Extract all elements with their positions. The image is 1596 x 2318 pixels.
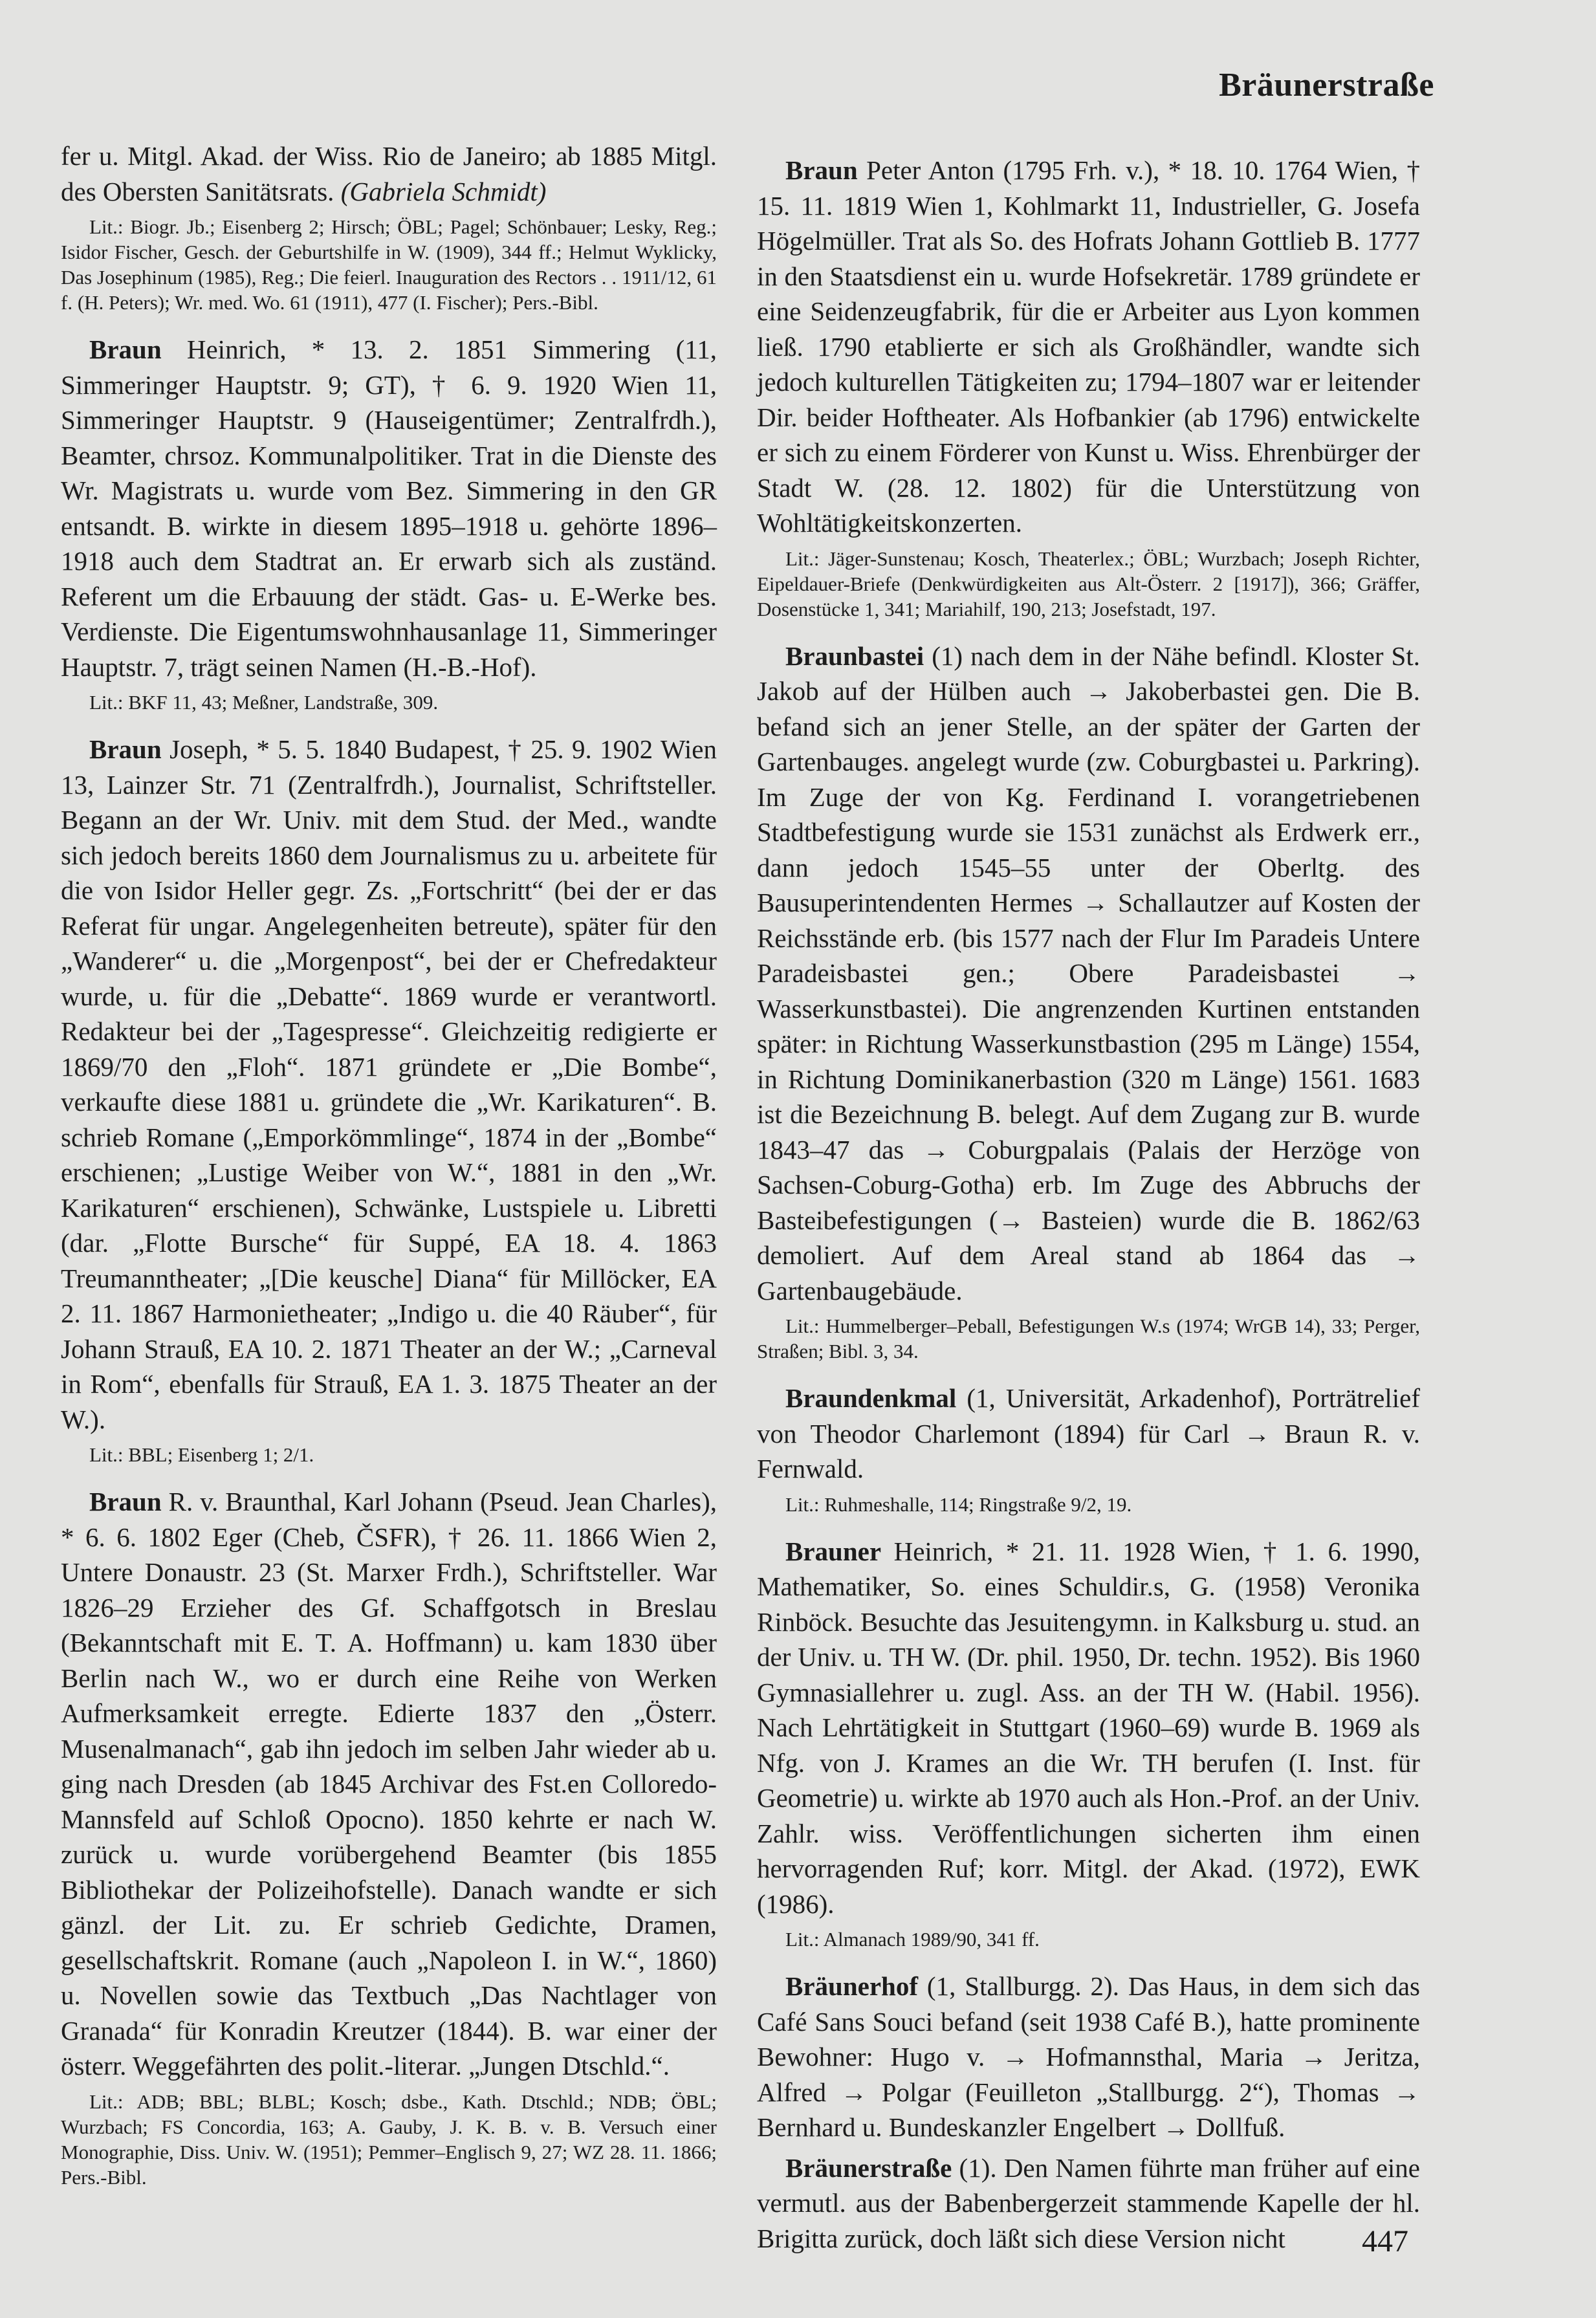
literature-note: Lit.: Ruhmeshalle, 114; Ringstraße 9/2, 19. [785,1492,1132,1516]
entry-text: R. v. Braunthal, Karl Johann (Pseud. Jean Charles), * 6. 6. 1802 Eger (Cheb, ČSFR), † 26. 11. 1866 Wien 2, Untere Donaustr. 23 (St. Marxer Frdh.), Schriftsteller. War 1826–29 Erzieher des Gf. Schaffgotsch in Breslau (Bekanntschaft mit E. T. A. Hoffmann) u. kam 1830 über Berlin nach W., wo er durch eine Reihe von Werken Aufmerksamkeit erregte. Edierte 1837 den „Österr. Musenalmanach“, gab ihn jedoch im selben Jahr wieder ab u. ging nach Dresden (ab 1845 Archivar des Fst.en Colloredo-Mannsfeld auf Schloß Opocno). 1850 kehrte er nach W. zurück u. wurde vorübergehend Beamter (bis 1855 Bibliothekar der Polizeihofstelle). Danach wandte er sich gänzl. der Lit. zu. Er schrieb Gedichte, Dramen, gesellschaftskrit. Romane (auch „Napoleon I. in W.“, 1860) u. Novellen sowie das Textbuch „Das Nachtlager von Granada“ für Konradin Kreutzer (1844). B. war einer der österr. Weggefährten des polit.-literar. „Jungen Dtschld.“. [61,1487,717,2081]
entry-text: (1). Den Namen führte man früher auf eine vermutl. aus der Babenbergerzeit stammende Kapelle der hl. Brigitta zurück, doch läßt sich diese Version nicht [757,2152,1420,2253]
entry-braun-peter-anton [757,153,1420,541]
right-column [757,153,1420,2261]
literature-note: Lit.: BKF 11, 43; Meßner, Landstraße, 309. [89,691,439,714]
entry-text: Heinrich, * 21. 11. 1928 Wien, † 1. 6. 1990, Mathematiker, So. eines Schuldir.s, G. (1958) Veronika Rinböck. Besuchte das Jesuitengymn. in Kalksburg u. stud. an der Univ. u. TH W. (Dr. phil. 1950, Dr. techn. 1952). Bis 1960 Gymnasiallehrer u. zugl. Ass. an der TH W. (Habil. 1956). Nach Lehrtätigkeit in Stuttgart (1960–69) wurde B. 1969 als Nfg. von J. Krames an die Wr. TH berufen (I. Inst. für Geometrie) u. wirkte ab 1970 auch als Hon.-Prof. an der Univ. Zahlr. wiss. Veröffentlichungen sicherten ihm einen hervorragenden Ruf; korr. Mitgl. der Akad. (1972), EWK (1986). [757,1536,1420,1919]
entry-headword: Braun [785,155,858,185]
entry-author: (Gabriela Schmidt) [340,176,547,206]
entry-braeunerstrasse [757,2150,1420,2257]
entry-braun-heinrich [61,332,717,684]
entry-text: (1, Universität, Arkadenhof), Porträtrelief von Theodor Charlemont (1894) für Carl → Braun R. v. Fernwald. [757,1383,1420,1483]
literature-note: Lit.: BBL; Eisenberg 1; 2/1. [89,1443,314,1466]
entry-headword: Brauner [785,1536,882,1566]
entry-headword: Braun [89,334,162,364]
entry-headword: Braun [89,734,162,764]
left-column [61,138,717,2207]
entry-headword: Braunbastei [785,640,924,671]
entry-text: fer u. Mitgl. Akad. der Wiss. Rio de Janeiro; ab 1885 Mitgl. des Obersten Sanitätsrats. [61,141,717,206]
entry-headword: Braundenkmal [785,1383,957,1413]
entry-text: Peter Anton (1795 Frh. v.), * 18. 10. 1764 Wien, † 15. 11. 1819 Wien 1, Kohlmarkt 11, Industrieller, G. Josefa Högelmüller. Trat als So. des Hofrats Johann Gottlieb B. 1777 in den Staatsdienst ein u. wurde Hofsekretär. 1789 gründete er eine Seidenzeugfabrik, für die er Arbeiter aus Lyon kommen ließ. 1790 etablierte er sich als Großhändler, wandte sich jedoch kulturellen Tätigkeiten zu; 1794–1807 war er leitender Dir. beider Hoftheater. Als Hofbankier (ab 1796) entwickelte er sich zu einem Förderer von Kunst u. Wiss. Ehrenbürger der Stadt W. (28. 12. 1802) für die Unterstützung von Wohltätigkeitskonzerten. [757,155,1420,538]
entry-text: Joseph, * 5. 5. 1840 Budapest, † 25. 9. 1902 Wien 13, Lainzer Str. 71 (Zentralfrdh.), Journalist, Schriftsteller. Begann an der Wr. Univ. mit dem Stud. der Med., wandte sich jedoch bereits 1860 dem Journalismus zu u. arbeitete für die von Isidor Heller gegr. Zs. „Fortschritt“ (bei der er das Referat für ungar. Angelegenheiten betreute), später für den „Wanderer“ u. die „Morgenpost“, bei der er Chefredakteur wurde, u. für die „Debatte“. 1869 wurde er verantwortl. Redakteur bei der „Tagespresse“. Gleichzeitig redigierte er 1869/70 den „Floh“. 1871 gründete er „Die Bombe“, verkaufte diese 1881 u. gründete die „Wr. Karikaturen“. B. schrieb Romane („Emporkömmlinge“, 1874 in der „Bombe“ erschienen; „Lustige Weiber von W.“, 1881 in den „Wr. Karikaturen“ erschienen), Schwänke, Lustspiele u. Libretti (dar. „Flotte Bursche“ für Suppé, EA 18. 4. 1863 Treumanntheater; „[Die keusche] Diana“ für Millöcker, EA 2. 11. 1867 Harmonietheater; „Indigo u. die 40 Räuber“, für Johann Strauß, EA 10. 2. 1871 Theater an der W.; „Carneval in Rom“, ebenfalls für Strauß, EA 1. 3. 1875 Theater an der W.). [61,734,717,1434]
literature-note: Lit.: Hummelberger–Peball, Befestigungen W.s (1974; WrGB 14), 33; Perger, Straßen; Bibl. 3, 34. [757,1315,1420,1362]
literature-note: Lit.: Biogr. Jb.; Eisenberg 2; Hirsch; ÖBL; Pagel; Schönbauer; Lesky, Reg.; Isidor Fischer, Gesch. der Geburtshilfe in W. (1909), 344 ff.; Helmut Wyklicky, Das Josephinum (1985), Reg.; Die feierl. Inauguration des Rectors . . 1911/12, 61 f. (H. Peters); Wr. med. Wo. 61 (1911), 477 (I. Fischer); Pers.-Bibl. [61,215,717,314]
entry-headword: Bräunerstraße [785,2152,952,2183]
entry-continuation [61,138,717,209]
entry-text: Heinrich, * 13. 2. 1851 Simmering (11, Simmeringer Hauptstr. 9; GT), † 6. 9. 1920 Wien 11, Simmeringer Hauptstr. 9 (Hauseigentümer; Zentralfrdh.), Beamter, chrsoz. Kommunalpolitiker. Trat in die Dienste des Wr. Magistrats u. wurde vom Bez. Simmering in den GR entsandt. B. wirkte in diesem 1895–1918 u. gehörte 1896–1918 auch dem Stadtrat an. Er erwarb sich als zuständ. Referent um die Erbauung der städt. Gas- u. E-Werke bes. Verdienste. Die Eigentumswohnhausanlage 11, Simmeringer Hauptstr. 7, trägt seinen Namen (H.-B.-Hof). [61,334,717,682]
entry-braun-braunthal [61,1484,717,2084]
entry-headword: Braun [89,1487,162,1516]
literature-note: Lit.: ADB; BBL; BLBL; Kosch; dsbe., Kath. Dtschld.; NDB; ÖBL; Wurzbach; FS Concordia, 163; A. Gauby, J. K. B. v. B. Versuch einer Monographie, Diss. Univ. W. (1951); Pemmer–Englisch 9, 27; WZ 28. 11. 1866; Pers.-Bibl. [61,2090,717,2189]
running-header: Bräunerstraße [1219,67,1434,104]
entry-text: (1, Stallburgg. 2). Das Haus, in dem sich das Café Sans Souci befand (seit 1938 Café B.), hatte prominente Bewohner: Hugo v. → Hofmannsthal, Maria → Jeritza, Alfred → Polgar (Feuilleton „Stallburgg. 2“), Thomas → Bernhard u. Bundeskanzler Engelbert → Dollfuß. [757,1971,1420,2142]
literature-note: Lit.: Jäger-Sunstenau; Kosch, Theaterlex.; ÖBL; Wurzbach; Joseph Richter, Eipeldauer-Briefe (Denkwürdigkeiten aus Alt-Österr. 2 [1917]), 366; Gräffer, Dosenstücke 1, 341; Mariahilf, 190, 213; Josefstadt, 197. [757,547,1420,620]
entry-text: (1) nach dem in der Nähe befindl. Kloster St. Jakob auf der Hülben auch → Jakoberbastei gen. Die B. befand sich an jener Stelle, an der später der Garten der Gartenbauges. angelegt wurde (zw. Coburgbastei u. Parkring). Im Zuge der von Kg. Ferdinand I. vorangetriebenen Stadtbefestigung wurde sie 1531 zunächst als Erdwerk err., dann jedoch 1545–55 unter der Oberltg. des Bausuperintendenten Hermes → Schallautzer auf Kosten der Reichsstände erb. (bis 1577 nach der Flur Im Paradeis Untere Paradeisbastei gen.; Obere Paradeisbastei → Wasserkunstbastei). Die angrenzenden Kurtinen entstanden später: in Richtung Wasserkunstbastion (295 m Länge) 1554, in Richtung Dominikanerbastion (320 m Länge) 1561. 1683 ist die Bezeichnung B. belegt. Auf dem Zugang zur B. wurde 1843–47 das → Coburgpalais (Palais der Herzöge von Sachsen-Coburg-Gotha) erb. Im Zuge des Abbruchs der Basteibefestigungen (→ Basteien) wurde die B. 1862/63 demoliert. Auf dem Areal stand ab 1864 das → Gartenbaugebäude. [757,640,1420,1306]
page-number: 447 [1362,2224,1408,2258]
entry-braeunerhof [757,1969,1420,2145]
entry-braunbastei [757,639,1420,1309]
entry-brauner-heinrich [757,1534,1420,1922]
entry-braundenkmal [757,1381,1420,1487]
entry-braun-joseph [61,732,717,1437]
entry-headword: Bräunerhof [785,1971,918,2001]
literature-note: Lit.: Almanach 1989/90, 341 ff. [785,1928,1040,1951]
